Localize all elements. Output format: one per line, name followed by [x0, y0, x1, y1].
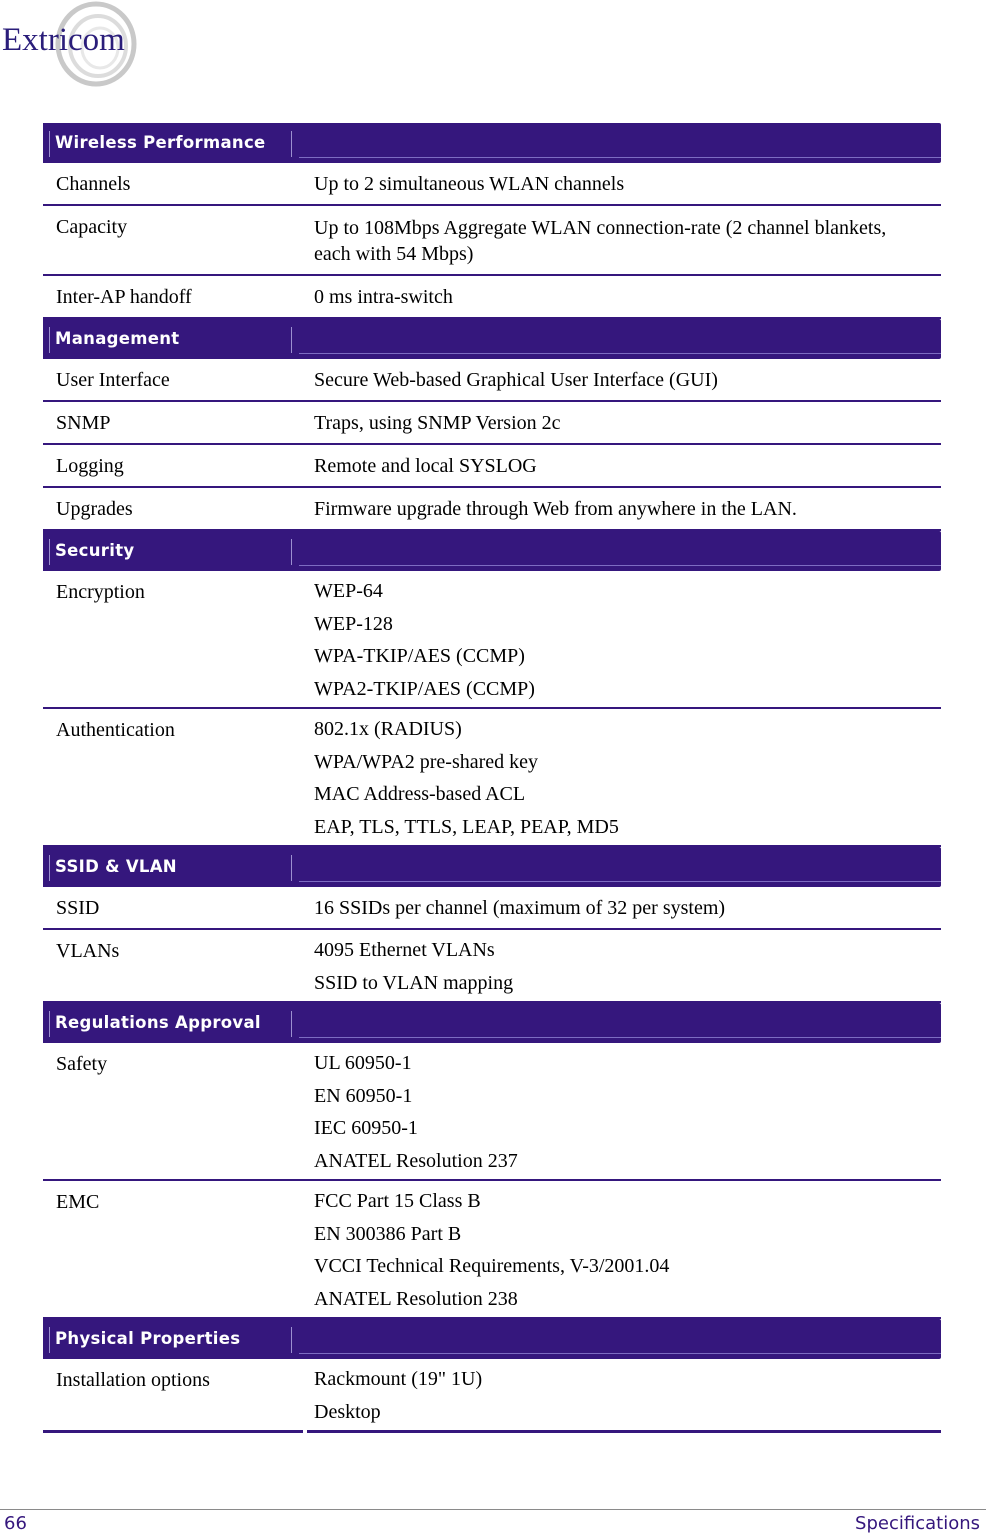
row-label: SSID: [56, 897, 100, 919]
table-row: [43, 276, 941, 319]
page-number: 66: [4, 1513, 27, 1534]
section-header: [43, 1319, 941, 1359]
row-values: [314, 359, 941, 400]
row-value: Up to 2 simultaneous WLAN channels: [314, 173, 625, 195]
row-label: Logging: [56, 455, 124, 477]
row-label: SNMP: [56, 412, 111, 434]
section-header-edge: [49, 539, 50, 565]
row-value: EN 60950-1: [314, 1084, 413, 1107]
row-label: EMC: [56, 1191, 100, 1213]
footer-divider: [0, 1509, 986, 1510]
row-value: UL 60950-1: [314, 1052, 412, 1074]
row-values: [314, 163, 941, 204]
row-label: Channels: [56, 173, 131, 195]
section-header-rule: [299, 565, 941, 566]
section-title: Security: [55, 541, 135, 560]
row-value: ANATEL Resolution 237: [314, 1149, 518, 1172]
section-header-divider: [291, 1327, 292, 1353]
row-value: SSID to VLAN mapping: [314, 971, 514, 994]
row-values: [314, 488, 941, 529]
row-value: WEP-128: [314, 612, 393, 635]
row-value: Secure Web-based Graphical User Interface (GUI): [314, 369, 718, 391]
row-values: [314, 402, 941, 443]
table-row: [43, 206, 941, 276]
row-value: 4095 Ethernet VLANs: [314, 939, 495, 961]
section-title: Wireless Performance: [55, 133, 266, 152]
section-header: [43, 531, 941, 571]
row-value: EN 300386 Part B: [314, 1222, 462, 1245]
extricom-logo: [0, 0, 140, 92]
row-values: [314, 445, 941, 486]
section-title: Physical Properties: [55, 1329, 241, 1348]
row-label: VLANs: [56, 940, 120, 962]
row-label: User Interface: [56, 369, 170, 391]
row-value: Up to 108Mbps Aggregate WLAN connection-rate (2 channel blankets, each with 54 Mbps): [314, 217, 887, 265]
row-value: MAC Address-based ACL: [314, 783, 526, 805]
row-values: [314, 887, 941, 928]
row-label: Capacity: [56, 216, 128, 238]
row-value: 802.1x (RADIUS): [314, 718, 462, 740]
table-row: [43, 887, 941, 930]
row-value: 16 SSIDs per channel (maximum of 32 per system): [314, 897, 726, 919]
row-values: [314, 709, 941, 845]
row-value: Remote and local SYSLOG: [314, 455, 537, 477]
table-row: [43, 359, 941, 402]
row-values: [314, 930, 941, 1001]
row-label: Installation options: [56, 1369, 210, 1391]
row-values: [314, 276, 941, 317]
row-label: Safety: [56, 1053, 108, 1075]
row-value: EAP, TLS, TTLS, LEAP, PEAP, MD5: [314, 815, 619, 838]
row-values: [314, 571, 941, 707]
row-values: [314, 206, 941, 274]
row-value: 0 ms intra-switch: [314, 286, 453, 308]
row-value: VCCI Technical Requirements, V-3/2001.04: [314, 1255, 670, 1277]
section-header: [43, 319, 941, 359]
section-header-divider: [291, 327, 292, 353]
table-row: [43, 571, 941, 709]
row-label: Authentication: [56, 719, 175, 741]
section-header-divider: [291, 131, 292, 157]
table-row: [43, 1043, 941, 1181]
section-header-divider: [291, 855, 292, 881]
row-value: Rackmount (19" 1U): [314, 1368, 483, 1390]
row-label: Inter-AP handoff: [56, 286, 192, 308]
section-header-rule: [299, 353, 941, 354]
table-row: [43, 709, 941, 847]
footer-section-name: Specifications: [855, 1513, 980, 1534]
row-value: Desktop: [314, 1400, 381, 1423]
table-row: [43, 402, 941, 445]
row-values: [314, 1181, 941, 1317]
section-header-edge: [49, 327, 50, 353]
row-value: WPA2-TKIP/AES (CCMP): [314, 677, 535, 700]
row-values: [314, 1043, 941, 1179]
section-header-edge: [49, 855, 50, 881]
row-label: Encryption: [56, 581, 145, 603]
section-header: [43, 847, 941, 887]
row-value: WPA-TKIP/AES (CCMP): [314, 645, 525, 667]
section-title: Management: [55, 329, 180, 348]
section-header-rule: [299, 157, 941, 158]
section-header-edge: [49, 131, 50, 157]
table-row: [43, 930, 941, 1003]
section-title: SSID & VLAN: [55, 857, 177, 876]
section-header-rule: [299, 1037, 941, 1038]
row-value: FCC Part 15 Class B: [314, 1190, 481, 1212]
row-value: Traps, using SNMP Version 2c: [314, 412, 561, 434]
table-row: [43, 488, 941, 531]
specifications-table: [43, 123, 941, 1433]
section-header-edge: [49, 1011, 50, 1037]
section-header: [43, 123, 941, 163]
section-header: [43, 1003, 941, 1043]
row-value: WEP-64: [314, 580, 383, 602]
section-header-divider: [291, 1011, 292, 1037]
logo-wordmark: Extricom: [2, 22, 125, 58]
section-title: Regulations Approval: [55, 1013, 261, 1032]
section-header-divider: [291, 539, 292, 565]
row-value: ANATEL Resolution 238: [314, 1287, 518, 1310]
row-value: Firmware upgrade through Web from anywhere in the LAN.: [314, 498, 797, 520]
table-row: [43, 1359, 941, 1433]
section-header-rule: [299, 1353, 941, 1354]
section-header-edge: [49, 1327, 50, 1353]
row-label: Upgrades: [56, 498, 133, 520]
table-row: [43, 1181, 941, 1319]
table-row: [43, 163, 941, 206]
section-header-rule: [299, 881, 941, 882]
row-value: IEC 60950-1: [314, 1117, 418, 1139]
row-values: [314, 1359, 941, 1430]
table-row: [43, 445, 941, 488]
row-value: WPA/WPA2 pre-shared key: [314, 750, 539, 773]
